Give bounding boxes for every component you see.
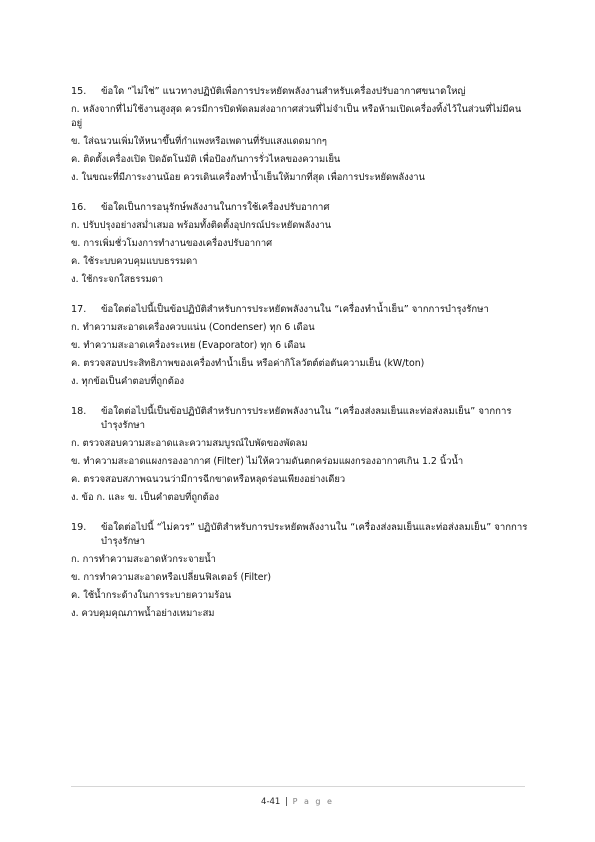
option-b: ข. ใส่ฉนวนเพิ่มให้หนาขึ้นที่กำแพงหรือเพดานที่รับแสงแดดมากๆ [71,136,327,147]
question-15 [71,85,531,185]
question-text: ข้อใดต่อไปนี้ “ไม่ควร” ปฏิบัติสำหรับการประหยัดพลังงานใน “เครื่องส่งลมเย็นและท่อส่งลมเย็น” จากการบำรุงรักษา [101,522,528,547]
option-c: ค. ใช้น้ำกระด้างในการระบายความร้อน [71,590,232,601]
question-number: 16. [71,202,87,213]
option-d: ง. ทุกข้อเป็นคำตอบที่ถูกต้อง [71,376,185,387]
option-c: ค. ตรวจสอบประสิทธิภาพของเครื่องทำน้ำเย็น หรือค่ากิโลวัตต์ต่อตันความเย็น (kW/ton) [71,358,425,369]
question-number: 17. [71,304,87,315]
option-b: ข. การทำความสะอาดหรือเปลี่ยนฟิลเตอร์ (Filter) [71,572,272,583]
option-a: ก. ตรวจสอบความสะอาดและความสมบูรณ์ใบพัดของพัดลม [71,438,308,449]
option-c: ค. ใช้ระบบควบคุมแบบธรรมดา [71,256,198,267]
question-19 [71,521,531,621]
question-17 [71,303,531,389]
question-text: ข้อใดเป็นการอนุรักษ์พลังงานในการใช้เครื่องปรับอากาศ [101,202,330,213]
option-c: ค. ตรวจสอบสภาพฉนวนว่ามีการฉีกขาดหรือหลุดร่อนเพียงอย่างเดียว [71,474,346,485]
question-text: ข้อใด “ไม่ใช่” แนวทางปฏิบัติเพื่อการประหยัดพลังงานสำหรับเครื่องปรับอากาศขนาดใหญ่ [101,86,466,97]
option-b: ข. ทำความสะอาดเครื่องระเหย (Evaporator) ทุก 6 เดือน [71,340,306,351]
footer-separator: | [285,797,288,807]
question-number: 15. [71,86,87,97]
option-a: ก. ปรับปรุงอย่างสม่ำเสมอ พร้อมทั้งติดตั้งอุปกรณ์ประหยัดพลังงาน [71,220,332,231]
question-number: 19. [71,522,87,533]
question-text: ข้อใดต่อไปนี้เป็นข้อปฏิบัติสำหรับการประหยัดพลังงานใน “เครื่องทำน้ำเย็น” จากการบำรุงรักษา [101,304,489,315]
option-d: ง. ในขณะที่มีภาระงานน้อย ควรเดินเครื่องทำน้ำเย็นให้มากที่สุด เพื่อการประหยัดพลังงาน [71,172,425,183]
option-d: ง. ข้อ ก. และ ข. เป็นคำตอบที่ถูกต้อง [71,492,219,503]
option-d: ง. ควบคุมคุณภาพน้ำอย่างเหมาะสม [71,608,215,619]
question-18 [71,405,531,505]
option-d: ง. ใช้กระจกใสธรรมดา [71,274,164,285]
option-a: ก. หลังจากที่ไม่ใช้งานสูงสุด ควรมีการปิดพัดลมส่งอากาศส่วนที่ไม่จำเป็น หรือห้ามเปิดเครื่องทิ้งไว้ในส่วนที่ไม่มีคนอยู่ [71,104,522,129]
page-number: 4-41 [261,797,281,807]
footer-divider [71,786,525,787]
page-word: P a g e [292,797,334,806]
option-b: ข. ทำความสะอาดแผงกรองอากาศ (Filter) ไม่ให้ความดันตกคร่อมแผงกรองอากาศเกิน 1.2 นิ้วน้ำ [71,456,464,467]
option-b: ข. การเพิ่มชั่วโมงการทำงานของเครื่องปรับอากาศ [71,238,273,249]
option-c: ค. ติดตั้งเครื่องเปิด ปิดอัตโนมัติ เพื่อป้องกันการรั่วไหลของความเย็น [71,154,341,165]
option-a: ก. ทำความสะอาดเครื่องควบแน่น (Condenser) ทุก 6 เดือน [71,322,315,333]
option-a: ก. การทำความสะอาดหัวกระจายน้ำ [71,554,216,565]
question-text: ข้อใดต่อไปนี้เป็นข้อปฏิบัติสำหรับการประหยัดพลังงานใน “เครื่องส่งลมเย็นและท่อส่งลมเย็น” จากการบำรุงรักษา [101,406,512,431]
question-16 [71,201,531,287]
question-number: 18. [71,406,87,417]
question-list [71,85,531,637]
page-footer [0,797,595,807]
